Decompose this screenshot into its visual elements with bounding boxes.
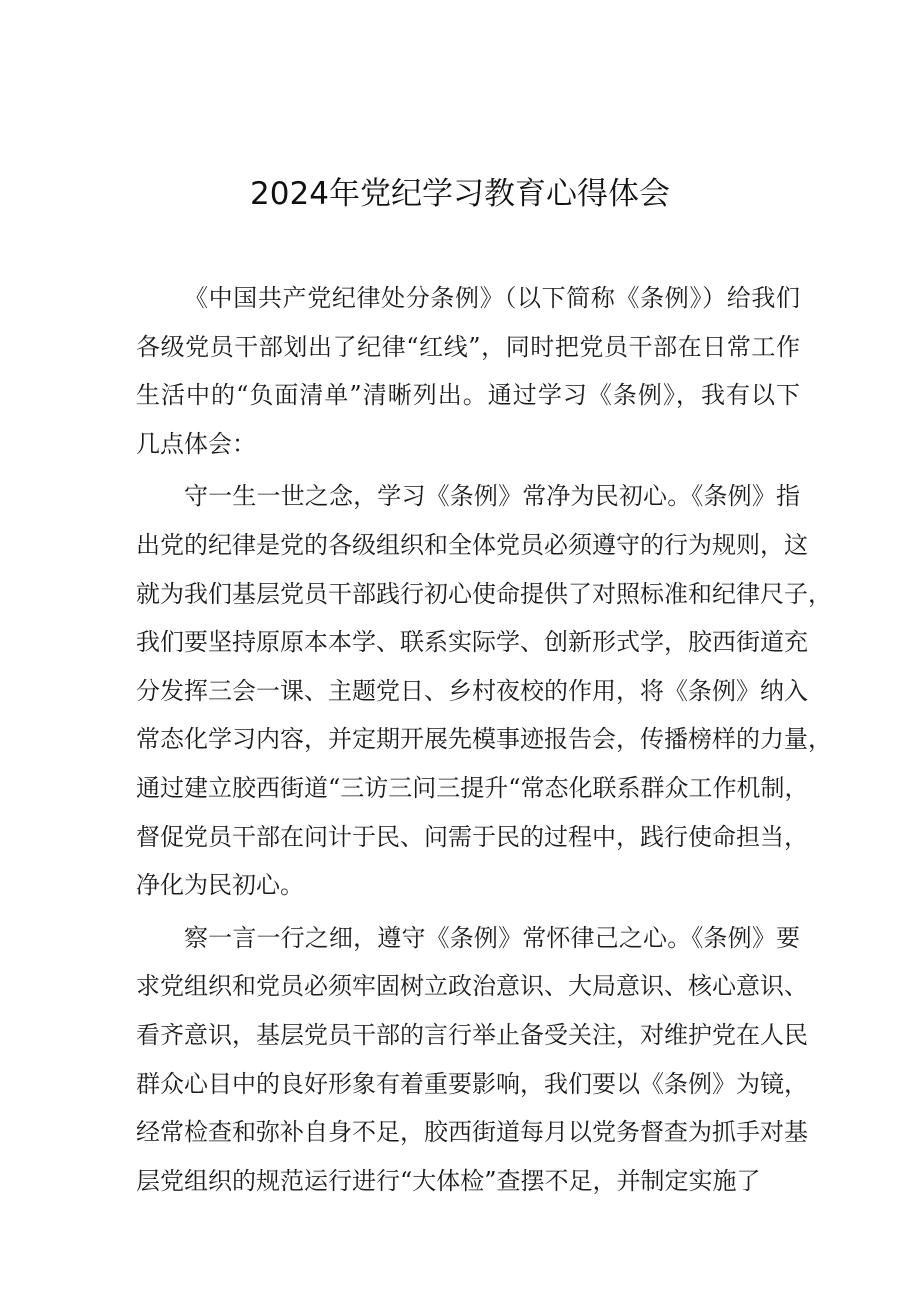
paragraph-line: 我们要坚持原原本本学、联系实际学、创新形式学，胶西街道充 <box>136 628 808 657</box>
paragraph-line: 净化为民初心。 <box>136 871 304 900</box>
paragraph-2 <box>136 472 832 909</box>
paragraph-line: 就为我们基层党员干部践行初心使命提供了对照标准和纪律尺子， <box>136 579 832 608</box>
paragraph-line: 各级党员干部划出了纪律“红线”，同时把党员干部在日常工作 <box>136 332 800 361</box>
paragraph-line: 生活中的“负面清单”清晰列出。通过学习《条例》，我有以下 <box>136 381 800 410</box>
paragraph-line: 群众心目中的良好形象有着重要影响，我们要以《条例》为镜， <box>136 1069 808 1098</box>
paragraph-line: 看齐意识，基层党员干部的言行举止备受关注，对维护党在人民 <box>136 1020 808 1049</box>
paragraph-line: 守一生一世之念，学习《条例》常净为民初心。《条例》指 <box>184 482 800 511</box>
paragraph-line: 求党组织和党员必须牢固树立政治意识、大局意识、核心意识、 <box>136 972 808 1001</box>
paragraph-line: 出党的纪律是党的各级组织和全体党员必须遵守的行为规则，这 <box>136 530 808 559</box>
paragraph-line: 分发挥三会一课、主题党日、乡村夜校的作用，将《条例》纳入 <box>136 676 808 705</box>
paragraph-line: 《中国共产党纪律处分条例》（以下简称《条例》）给我们 <box>184 284 800 312</box>
paragraph-line: 通过建立胶西街道“三访三问三提升“常态化联系群众工作机制， <box>136 773 809 802</box>
document-body <box>136 274 832 1205</box>
paragraph-line: 几点体会： <box>136 429 256 458</box>
paragraph-line: 经常检查和弥补自身不足，胶西街道每月以党务督查为抓手对基 <box>136 1118 808 1147</box>
paragraph-1 <box>136 274 800 468</box>
paragraph-3 <box>136 914 808 1206</box>
paragraph-line: 层党组织的规范运行进行“大体检”查摆不足，并制定实施了 <box>136 1166 761 1195</box>
paragraph-line: 常态化学习内容，并定期开展先模事迹报告会，传播榜样的力量， <box>136 725 832 754</box>
document-title: 2024年党纪学习教育心得体会 <box>250 176 670 212</box>
paragraph-line: 察一言一行之细，遵守《条例》常怀律己之心。《条例》要 <box>184 923 800 952</box>
paragraph-line: 督促党员干部在问计于民、问需于民的过程中，践行使命担当， <box>136 822 808 851</box>
